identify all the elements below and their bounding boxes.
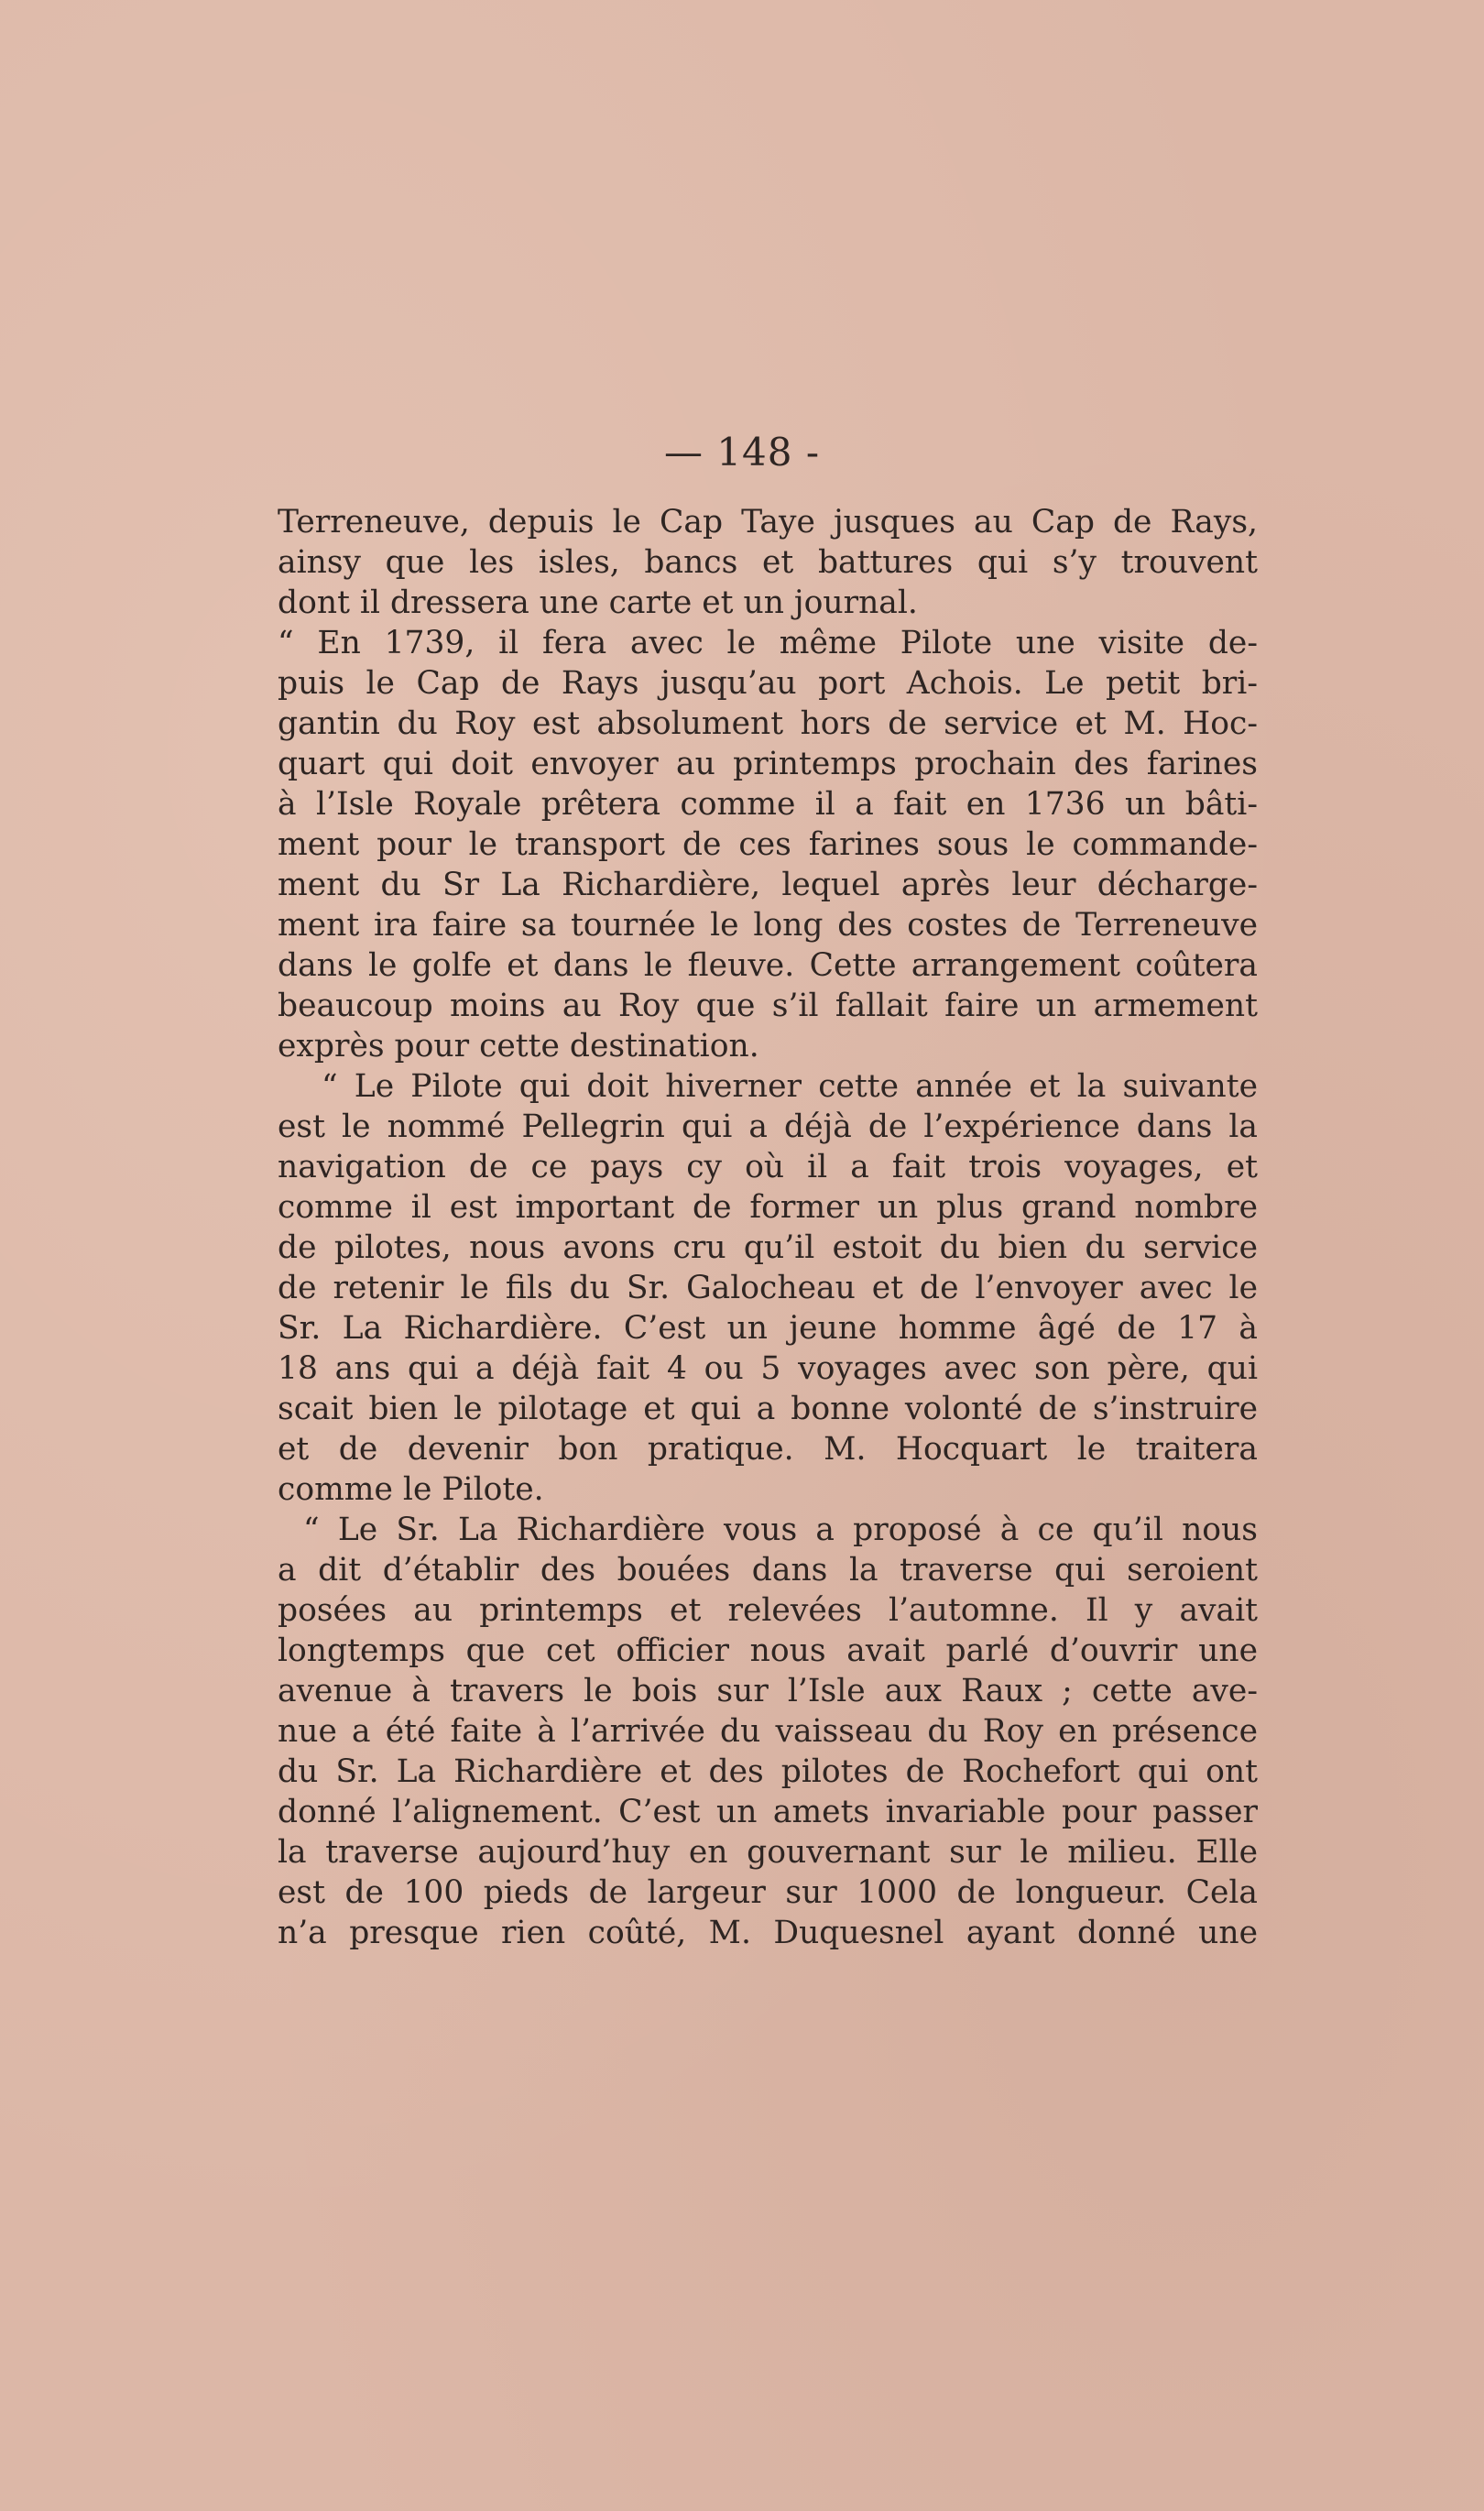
text-line: n’a presque rien coûté, M. Duquesnel ayant donné une [278, 1915, 1258, 1951]
text-line: “ En 1739, il fera avec le même Pilote une visite de- [278, 625, 1258, 661]
text-line: dont il dressera une carte et un journal. [278, 584, 918, 621]
text-line: Terreneuve, depuis le Cap Taye jusques au Cap de Rays, [278, 504, 1258, 540]
text-line: “ Le Pilote qui doit hiverner cette année et la suivante [322, 1068, 1258, 1105]
text-line: exprès pour cette destination. [278, 1028, 759, 1064]
text-line: la traverse aujourd’huy en gouvernant sur le milieu. Elle [278, 1834, 1258, 1871]
text-line: dans le golfe et dans le fleuve. Cette arrangement coûtera [278, 947, 1258, 984]
text-line: est le nommé Pellegrin qui a déjà de l’expérience dans la [278, 1108, 1258, 1145]
text-line: navigation de ce pays cy où il a fait trois voyages, et [278, 1149, 1258, 1185]
text-line: longtemps que cet officier nous avait parlé d’ouvrir une [278, 1632, 1258, 1669]
text-line: ment pour le transport de ces farines sous le commande- [278, 826, 1258, 863]
text-line: ment ira faire sa tournée le long des costes de Terreneuve [278, 907, 1258, 944]
text-line: ment du Sr La Richardière, lequel après leur décharge- [278, 867, 1258, 903]
text-line: comme il est important de former un plus grand nombre [278, 1189, 1258, 1226]
text-line: comme le Pilote. [278, 1471, 544, 1508]
text-line: du Sr. La Richardière et des pilotes de Rochefort qui ont [278, 1753, 1258, 1790]
text-line: et de devenir bon pratique. M. Hocquart le traitera [278, 1431, 1258, 1468]
text-line: beaucoup moins au Roy que s’il fallait faire un armement [278, 988, 1258, 1024]
text-line: scait bien le pilotage et qui a bonne volonté de s’instruire [278, 1391, 1258, 1427]
text-line: puis le Cap de Rays jusqu’au port Achois. Le petit bri- [278, 665, 1258, 702]
text-line: est de 100 pieds de largeur sur 1000 de longueur. Cela [278, 1874, 1258, 1911]
text-line: gantin du Roy est absolument hors de service et M. Hoc- [278, 705, 1258, 742]
text-line: nue a été faite à l’arrivée du vaisseau du Roy en présence [278, 1713, 1258, 1750]
text-line: “ Le Sr. La Richardière vous a proposé à ce qu’il nous [303, 1512, 1258, 1548]
text-line: de retenir le fils du Sr. Galocheau et de l’envoyer avec le [278, 1270, 1258, 1306]
text-line: de pilotes, nous avons cru qu’il estoit du bien du service [278, 1229, 1258, 1266]
text-line: ainsy que les isles, bancs et battures qui s’y trouvent [278, 544, 1258, 581]
body-text [278, 502, 1258, 1953]
text-line: posées au printemps et relevées l’automne. Il y avait [278, 1592, 1258, 1629]
page-number: — 148 - [663, 430, 821, 475]
text-line: avenue à travers le bois sur l’Isle aux Raux ; cette ave- [278, 1673, 1258, 1709]
text-line: quart qui doit envoyer au printemps prochain des farines [278, 746, 1258, 782]
text-line: donné l’alignement. C’est un amets invariable pour passer [278, 1794, 1258, 1830]
text-line: à l’Isle Royale prêtera comme il a fait en 1736 un bâti- [278, 786, 1258, 823]
text-line: Sr. La Richardière. C’est un jeune homme âgé de 17 à [278, 1310, 1258, 1347]
text-line: 18 ans qui a déjà fait 4 ou 5 voyages avec son père, qui [278, 1350, 1258, 1387]
text-line: a dit d’établir des bouées dans la traverse qui seroient [278, 1552, 1258, 1588]
